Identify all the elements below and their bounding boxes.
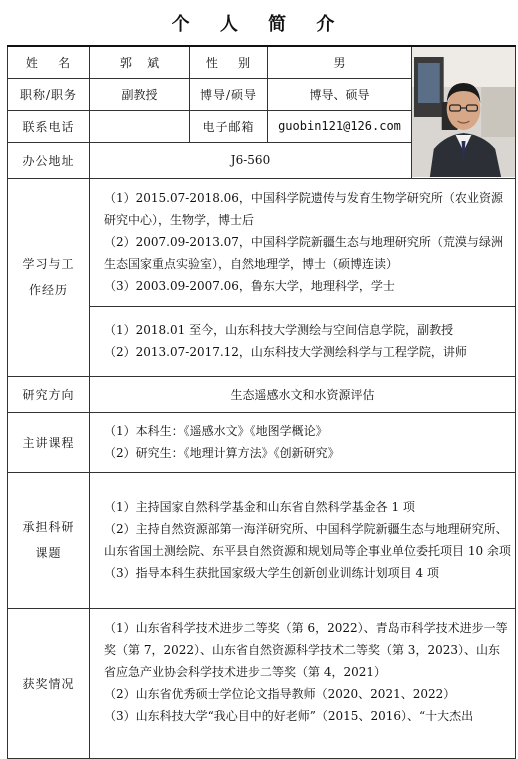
office-label: 办公地址 (8, 142, 90, 178)
advisor-value: 博导、硕导 (268, 78, 412, 110)
gender-value: 男 (268, 46, 412, 78)
office-value: J6-560 (90, 142, 412, 178)
education-item: （2）2007.09-2013.07，中国科学院新疆生态与地理研究所（荒漠与绿洲生态国家重点实验室），自然地理学，博士（硕博连读） (104, 235, 503, 271)
page-title: 个 人 简 介 (171, 14, 347, 35)
title-label: 职称/职务 (8, 78, 90, 110)
projects-list (90, 472, 516, 608)
project-item: （3）指导本科生获批国家级大学生创新创业训练计划项目 4 项 (104, 566, 439, 580)
phone-label: 联系电话 (8, 110, 90, 142)
projects-label-line1: 承担科研 (22, 520, 75, 534)
work-item: （1）2018.01 至今，山东科技大学测绘与空间信息学院，副教授 (104, 323, 454, 337)
title-value: 副教授 (90, 78, 190, 110)
award-item: （2）山东省优秀硕士学位论文指导教师（2020、2021、2022） (104, 686, 456, 701)
work-item: （2）2013.07-2017.12，山东科技大学测绘科学与工程学院，讲师 (104, 345, 467, 359)
education-item: （1）2015.07-2018.06，中国科学院遗传与发育生物学研究所（农业资源研究中心），生物学，博士后 (104, 191, 503, 227)
awards-label: 获奖情况 (8, 608, 90, 758)
research-label: 研究方向 (8, 376, 90, 412)
experience-label (8, 178, 90, 376)
education-item: （3）2003.09-2007.06，鲁东大学，地理科学，学士 (104, 279, 395, 293)
research-value: 生态遥感水文和水资源评估 (90, 376, 516, 412)
award-item: （1）山东省科学技术进步二等奖（第 6，2022）、青岛市科学技术进步一等奖（第 7，2022）、山东省自然资源科学技术二等奖（第 3，2023）、山东省应急产业协会科学技术进步二等奖（第 4，2021） (104, 620, 508, 679)
name-value: 郭 斌 (90, 46, 190, 78)
gender-label: 性 别 (190, 46, 268, 78)
phone-value (90, 110, 190, 142)
project-item: （1）主持国家自然科学基金和山东省自然科学基金各 1 项 (104, 500, 415, 514)
portrait-image (412, 47, 515, 177)
awards-list (90, 608, 516, 758)
email-value: guobin121@126.com (268, 110, 412, 142)
education-history (90, 178, 516, 306)
work-history (90, 306, 516, 376)
project-item: （2）主持自然资源部第一海洋研究所、中国科学院新疆生态与地理研究所、山东省国土测绘院、东平县自然资源和规划局等企事业单位委托项目 10 余项 (104, 522, 511, 558)
courses-label: 主讲课程 (8, 412, 90, 472)
experience-label-line2: 作经历 (28, 283, 68, 297)
name-label: 姓 名 (8, 46, 90, 78)
projects-label-line2: 课题 (35, 546, 62, 560)
email-label: 电子邮箱 (190, 110, 268, 142)
profile-photo (412, 46, 516, 178)
projects-label (8, 472, 90, 608)
course-item: （2）研究生：《地理计算方法》《创新研究》 (104, 446, 340, 460)
advisor-label: 博导/硕导 (190, 78, 268, 110)
courses-list (90, 412, 516, 472)
profile-table (7, 45, 516, 759)
experience-label-line1: 学习与工 (22, 257, 75, 271)
award-item: （3）山东科技大学“我心目中的好老师”（2015、2016）、“十大杰出 (104, 708, 474, 723)
course-item: （1）本科生：《遥感水文》《地图学概论》 (104, 424, 328, 438)
